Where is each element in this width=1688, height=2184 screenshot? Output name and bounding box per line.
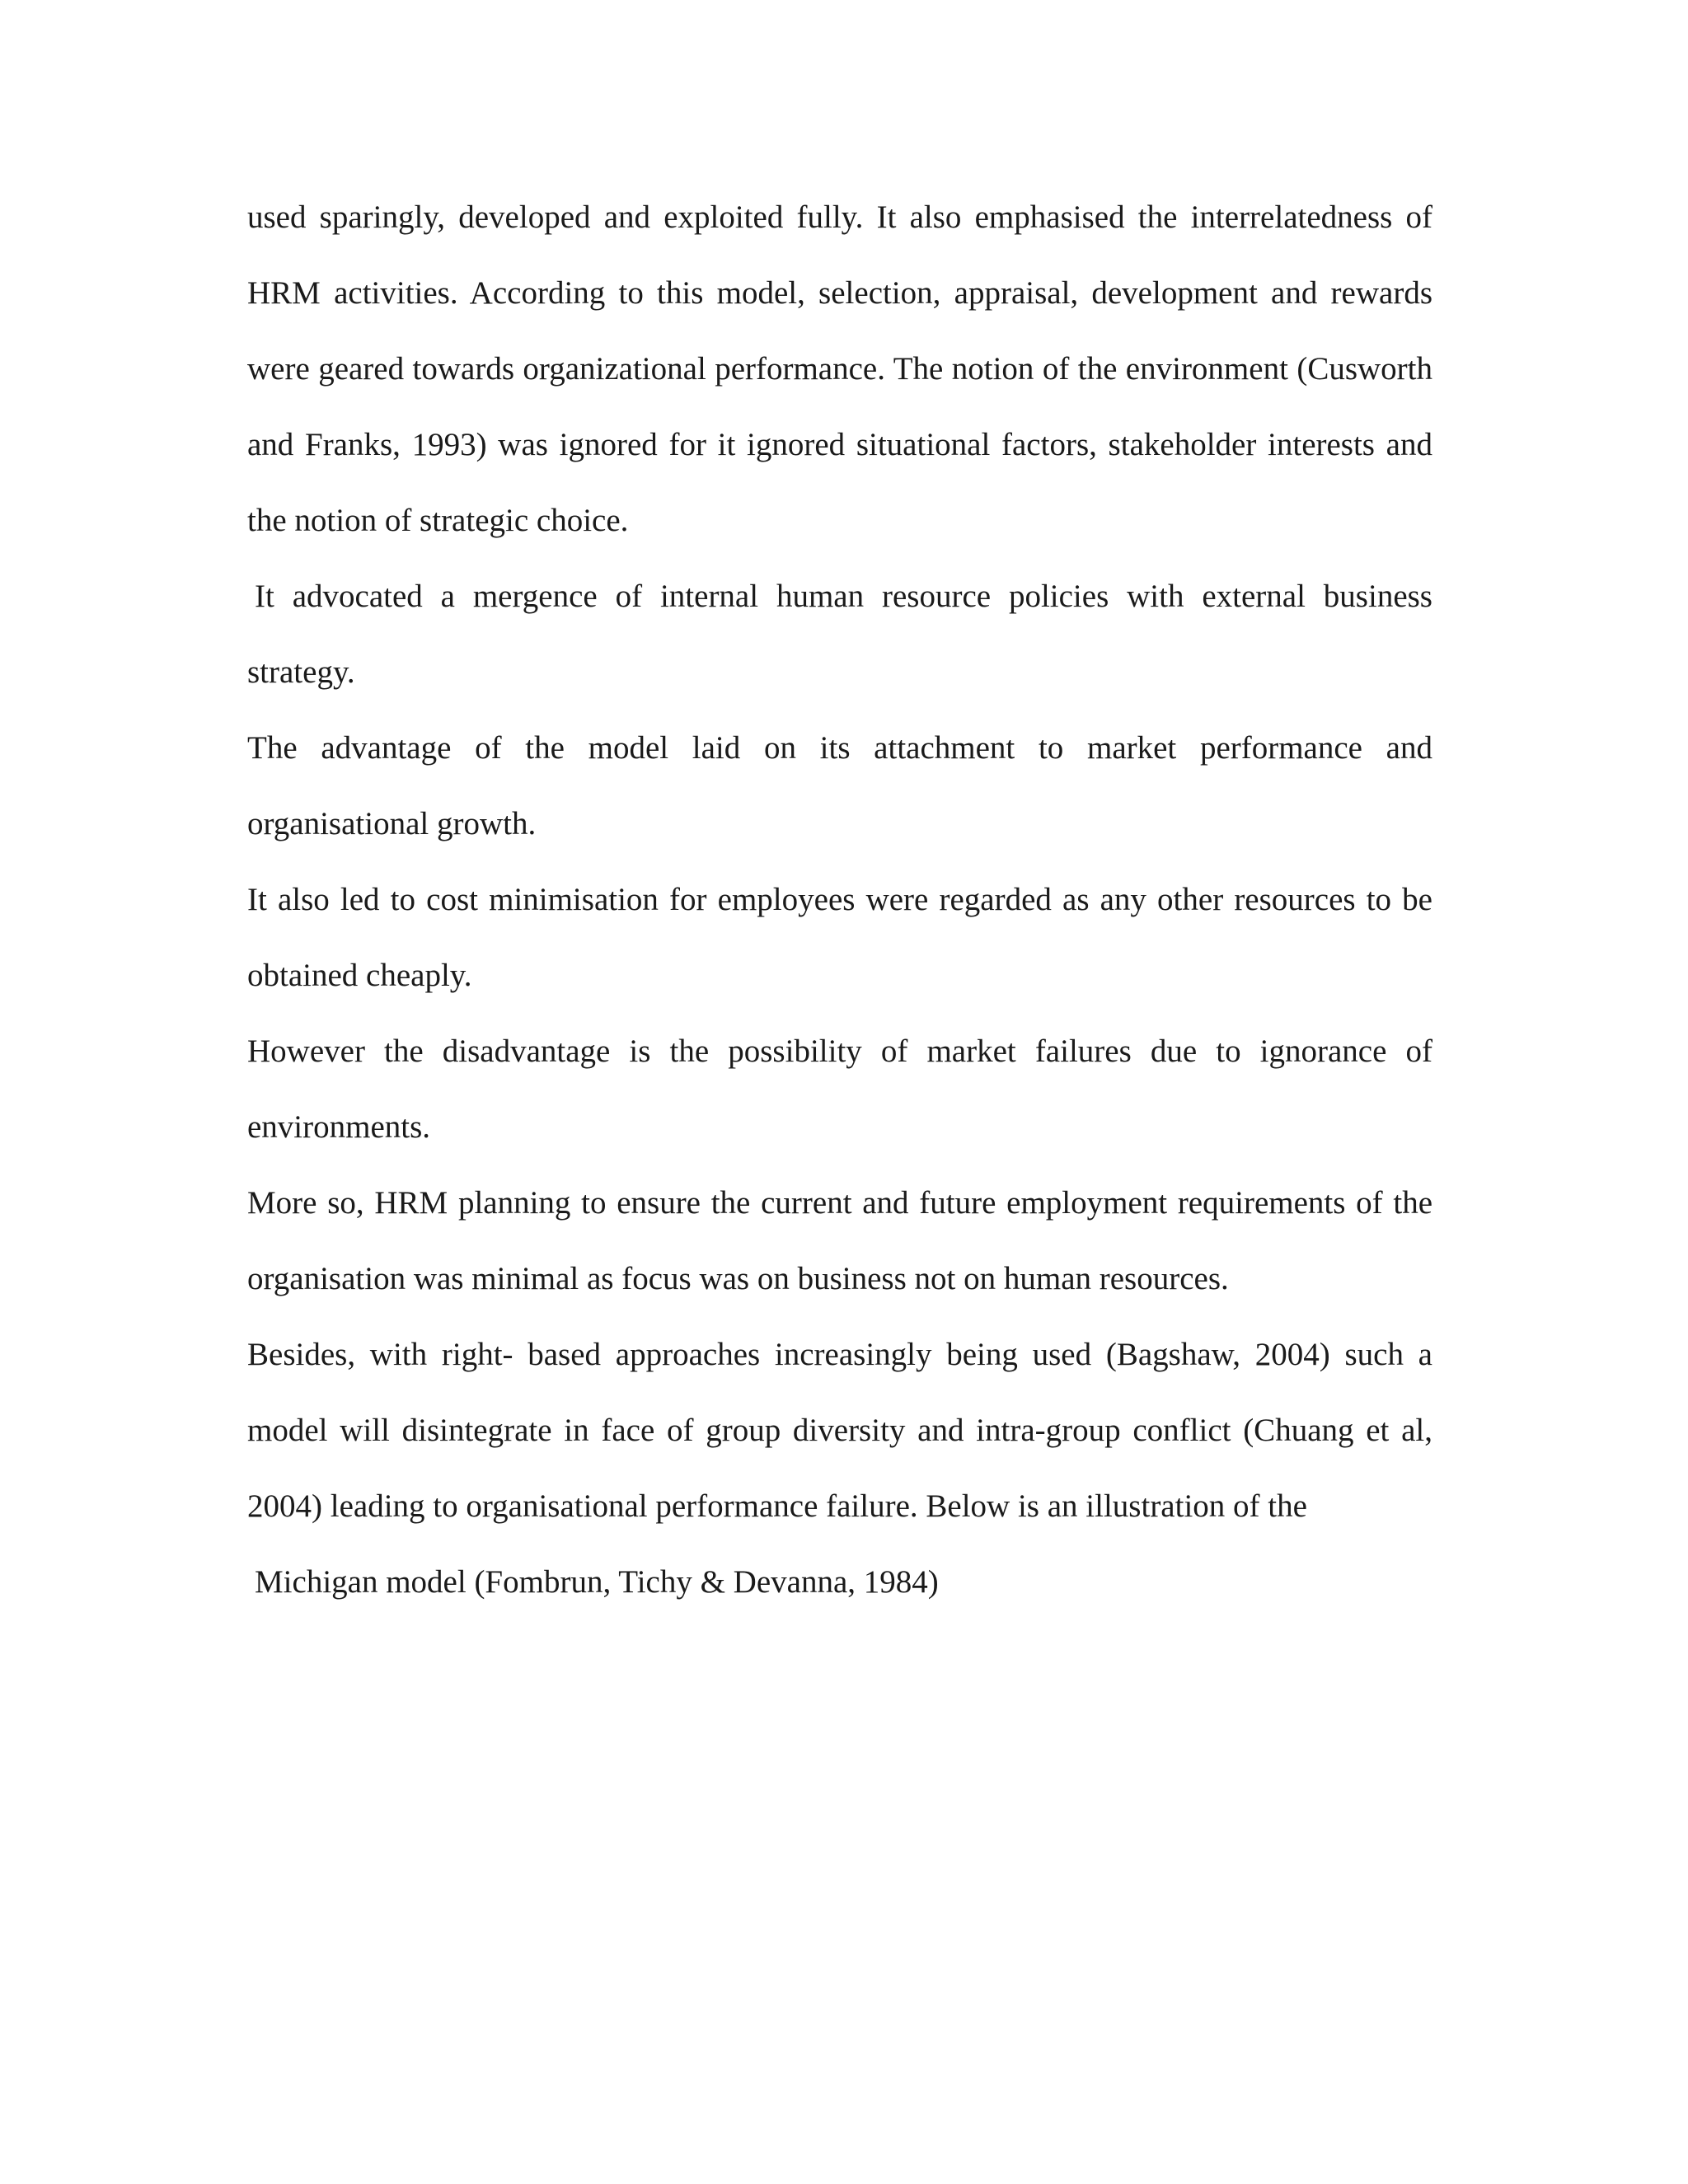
- paragraph-rights-based-approaches: Besides, with right- based approaches increasingly being used (Bagshaw, 2004) such a model will disintegrate in face of group diversity and intra-group conflict (Chuang et al, 2004) leading to organisational performance failure. Below is an illustration of the: [247, 1337, 1432, 1524]
- paragraph-disadvantage: However the disadvantage is the possibility of market failures due to ignorance of environments.: [247, 1033, 1432, 1145]
- paragraph-cost-minimisation: It also led to cost minimisation for employees were regarded as any other resources to be obtained cheaply.: [247, 882, 1432, 993]
- body-text: [247, 180, 1432, 1620]
- paragraph-mergence-of-policies: It advocated a mergence of internal human resource policies with external business strategy.: [247, 579, 1432, 690]
- paragraph-michigan-model-citation: Michigan model (Fombrun, Tichy & Devanna, 1984): [255, 1564, 939, 1600]
- paragraph-michigan-model-description: used sparingly, developed and exploited fully. It also emphasised the interrelatedness of HRM activities. According to this model, selection, appraisal, development and rewards were geared towards organizational performance. The notion of the environment (Cusworth and Franks, 1993) was ignored for it ignored situational factors, stakeholder interests and the notion of strategic choice.: [247, 199, 1432, 538]
- paragraph-advantage: The advantage of the model laid on its attachment to market performance and organisational growth.: [247, 730, 1432, 841]
- paragraph-hrm-planning: More so, HRM planning to ensure the current and future employment requirements of the organisation was minimal as focus was on business not on human resources.: [247, 1185, 1432, 1296]
